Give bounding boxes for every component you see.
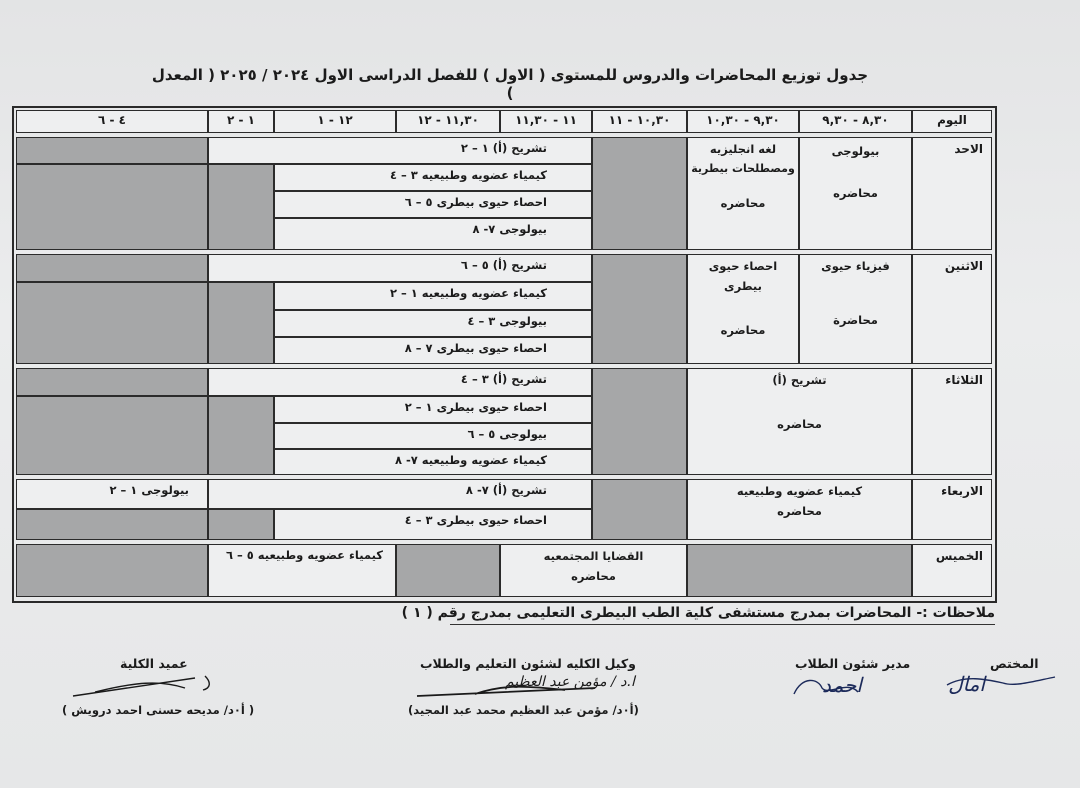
tuesday-lab-2: احصاء حيوى بيطرى ١ – ٢ bbox=[274, 396, 592, 423]
page-title: جدول توزيع المحاضرات والدروس للمستوى ( الاول ) للفصل الدراسى الاول ٢٠٢٤ / ٢٠٢٥ ( المعدل ) bbox=[151, 66, 869, 102]
monday-lecture-1-type: محاضرة bbox=[833, 313, 878, 327]
tuesday-lab-3: بيولوجى ٥ – ٦ bbox=[274, 423, 592, 449]
sunday-lab-4: بيولوجى ٧- ٨ bbox=[274, 218, 592, 250]
schedule-table bbox=[12, 106, 997, 603]
day-wednesday: الاربعاء bbox=[912, 479, 992, 540]
sunday-lecture-2 bbox=[687, 137, 799, 250]
wednesday-lecture-subject: كيمياء عضويه وطبيعيه bbox=[736, 484, 863, 498]
thursday-morning bbox=[687, 544, 912, 597]
wednesday-lab-2: احصاء حيوى بيطرى ٣ – ٤ bbox=[274, 509, 592, 540]
dean-signature bbox=[65, 666, 215, 702]
day-tuesday: الثلاثاء bbox=[912, 368, 992, 475]
day-sunday: الاحد bbox=[912, 137, 992, 250]
monday-evening-top bbox=[16, 254, 208, 282]
sunday-lecture-1-type: محاضره bbox=[833, 186, 878, 200]
header-time-6: ١٢ - ١ bbox=[274, 110, 396, 133]
sunday-lecture-2-subject-2: ومصطلحات بيطرية bbox=[691, 162, 795, 175]
sunday-lecture-2-subject: لغه انجليزيه bbox=[709, 142, 777, 156]
sunday-lecture-1 bbox=[799, 137, 912, 250]
wednesday-break bbox=[592, 479, 687, 540]
header-time-5: ١١,٣٠ - ١٢ bbox=[396, 110, 500, 133]
reviewer-title: المختص bbox=[990, 656, 1039, 671]
sunday-lab-2: كيمياء عضويه وطبيعيه ٣ – ٤ bbox=[274, 164, 592, 191]
monday-lecture-1 bbox=[799, 254, 912, 364]
sunday-lecture-1-subject: بيولوجى bbox=[831, 144, 880, 158]
tuesday-gap bbox=[208, 396, 274, 475]
wednesday-evening-lab: بيولوجى ١ – ٢ bbox=[16, 479, 208, 509]
vice-dean-name: (أ٠د/ مؤمن عبد العظيم محمد عبد المجيد) bbox=[408, 703, 639, 717]
monday-lecture-1-subject: فيزياء حيوى bbox=[821, 259, 890, 273]
header-time-7: ١ - ٢ bbox=[208, 110, 274, 133]
reviewer-signature bbox=[945, 665, 1065, 705]
dean-name: ( أ٠د/ مديحه حسنى احمد درويش ) bbox=[62, 703, 255, 717]
thursday-lab-1: كيمياء عضويه وطبيعيه ٥ – ٦ bbox=[208, 544, 396, 597]
tuesday-lab-4: كيمياء عضويه وطبيعيه ٧- ٨ bbox=[274, 449, 592, 475]
students-director-signature bbox=[788, 666, 908, 706]
tuesday-lecture bbox=[687, 368, 912, 475]
monday-gap bbox=[208, 282, 274, 364]
tuesday-lecture-type: محاضره bbox=[777, 417, 822, 431]
wednesday-lab-1: تشريح (أ) ٧- ٨ bbox=[208, 479, 592, 509]
header-time-2: ٩,٣٠ - ١٠,٣٠ bbox=[687, 110, 799, 133]
dean-title: عميد الكلية bbox=[120, 656, 188, 671]
thursday-break bbox=[396, 544, 500, 597]
header-time-4: ١١ - ١١,٣٠ bbox=[500, 110, 592, 133]
monday-lab-2: كيمياء عضويه وطبيعيه ١ – ٢ bbox=[274, 282, 592, 310]
monday-lab-3: بيولوجى ٣ – ٤ bbox=[274, 310, 592, 337]
thursday-lecture bbox=[500, 544, 687, 597]
monday-lab-4: احصاء حيوى بيطرى ٧ – ٨ bbox=[274, 337, 592, 364]
monday-break bbox=[592, 254, 687, 364]
thursday-lecture-type: محاضره bbox=[571, 569, 616, 583]
sunday-lab-1: تشريح (أ) ١ – ٢ bbox=[208, 137, 592, 164]
monday-evening bbox=[16, 282, 208, 364]
monday-lecture-2-type: محاضره bbox=[720, 323, 766, 337]
monday-lecture-2-subject: احصاء حيوى bbox=[708, 259, 778, 273]
sunday-evening bbox=[16, 164, 208, 250]
vice-dean-title: وكيل الكليه لشئون التعليم والطلاب bbox=[420, 656, 636, 671]
vice-dean-signature bbox=[415, 670, 635, 706]
notes-underline bbox=[450, 624, 995, 625]
sunday-lab-3: احصاء حيوى بيطرى ٥ – ٦ bbox=[274, 191, 592, 218]
header-day: اليوم bbox=[912, 110, 992, 133]
monday-lab-1: تشريح (أ) ٥ – ٦ bbox=[208, 254, 592, 282]
thursday-lecture-subject: القضايا المجتمعيه bbox=[543, 549, 644, 563]
header-time-8: ٤ - ٦ bbox=[16, 110, 208, 133]
wednesday-lecture bbox=[687, 479, 912, 540]
wednesday-lecture-type: محاضره bbox=[777, 504, 822, 518]
header-time-1: ٨,٣٠ - ٩,٣٠ bbox=[799, 110, 912, 133]
vice-dean-signature-text: ا.د / مؤمن عبد العظيم bbox=[505, 674, 635, 690]
students-director-title: مدير شئون الطلاب bbox=[795, 656, 911, 671]
wednesday-evening bbox=[16, 509, 208, 540]
sunday-evening-top bbox=[16, 137, 208, 164]
monday-lecture-2 bbox=[687, 254, 799, 364]
monday-lecture-2-subject-2: بيطرى bbox=[724, 279, 762, 293]
tuesday-evening bbox=[16, 396, 208, 475]
thursday-evening bbox=[16, 544, 208, 597]
tuesday-evening-top bbox=[16, 368, 208, 396]
students-director-signature-text: احمد bbox=[822, 673, 862, 697]
day-monday: الاثنين bbox=[912, 254, 992, 364]
day-thursday: الخميس bbox=[912, 544, 992, 597]
sunday-lecture-2-type: محاضره bbox=[720, 196, 766, 210]
sunday-gap bbox=[208, 164, 274, 250]
notes: ملاحظات :- المحاضرات بمدرج مستشفى كلية الطب البيطرى التعليمى بمدرج رقم ( ١ ) bbox=[401, 605, 995, 621]
tuesday-break bbox=[592, 368, 687, 475]
wednesday-gap bbox=[208, 509, 274, 540]
header-time-3: ١٠,٣٠ - ١١ bbox=[592, 110, 687, 133]
tuesday-lecture-subject: تشريح (أ) bbox=[772, 373, 827, 387]
sunday-break bbox=[592, 137, 687, 250]
tuesday-lab-1: تشريح (أ) ٣ – ٤ bbox=[208, 368, 592, 396]
reviewer-signature-text: امال bbox=[948, 672, 985, 696]
